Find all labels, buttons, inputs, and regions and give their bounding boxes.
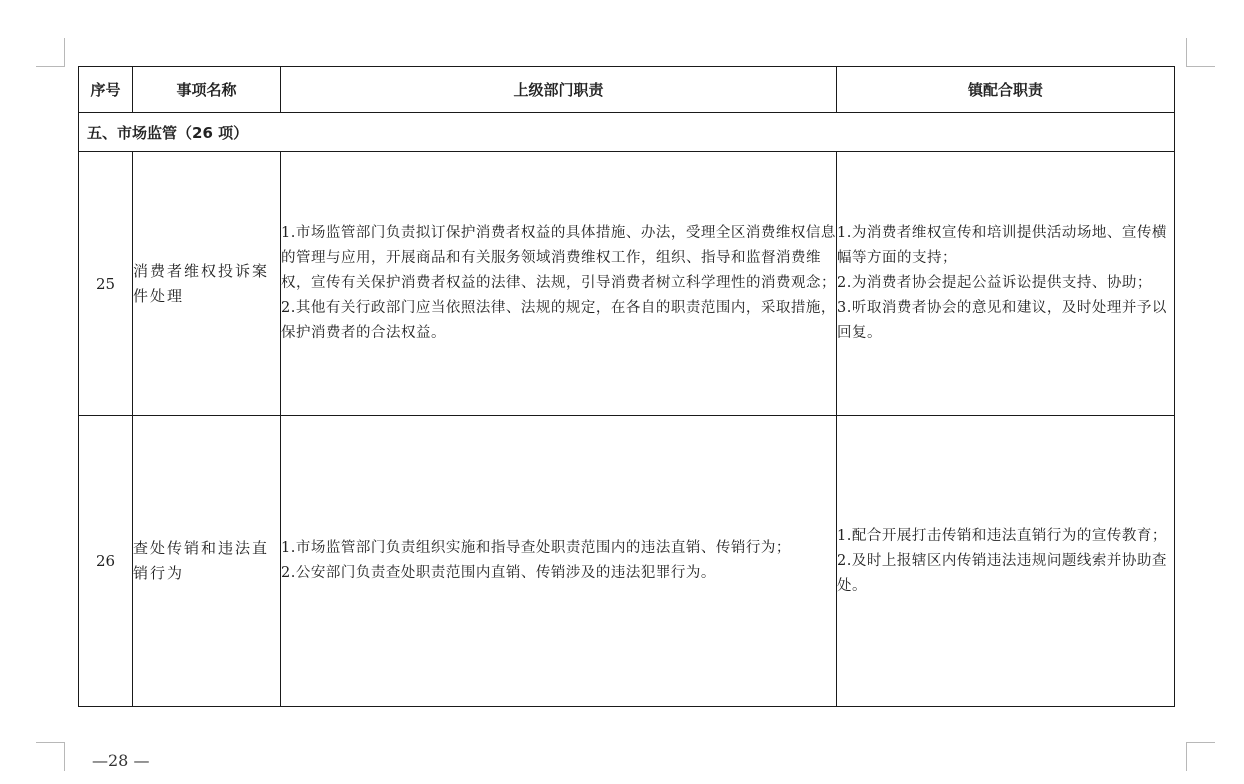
- upper-duty-item: 1.市场监管部门负责拟订保护消费者权益的具体措施、办法，受理全区消费维权信息的管理与应用，开展商品和有关服务领域消费维权工作，组织、指导和监督消费维权，宣传有关保护消费者权益的法律、法规，引导消费者树立科学理性的消费观念；: [281, 225, 836, 291]
- table-row: [79, 416, 1175, 707]
- row-town-duty: [837, 416, 1175, 707]
- header-upper-duty: 上级部门职责: [281, 67, 837, 113]
- row-item-name: 消费者维权投诉案件处理: [133, 152, 281, 416]
- page-number: —28 —: [92, 751, 150, 770]
- town-duty-item: 1.配合开展打击传销和违法直销行为的宣传教育；: [837, 527, 1167, 544]
- section-row: [79, 113, 1175, 152]
- crop-mark-top-right: [1186, 38, 1215, 67]
- header-item-name: 事项名称: [133, 67, 281, 113]
- row-num: 25: [79, 152, 133, 416]
- section-title: 五、市场监管（26 项）: [79, 113, 1175, 152]
- header-town-duty: 镇配合职责: [837, 67, 1175, 113]
- duty-table: [78, 66, 1175, 707]
- upper-duty-item: 1.市场监管部门负责组织实施和指导查处职责范围内的违法直销、传销行为；: [281, 540, 791, 556]
- town-duty-item: 2.及时上报辖区内传销违法违规问题线索并协助查处。: [837, 552, 1167, 594]
- upper-duty-item: 2.公安部门负责查处职责范围内直销、传销涉及的违法犯罪行为。: [281, 565, 716, 581]
- town-duty-item: 2.为消费者协会提起公益诉讼提供支持、协助；: [837, 275, 1152, 291]
- upper-duty-item: 2.其他有关行政部门应当依照法律、法规的规定，在各自的职责范围内，采取措施，保护消费者的合法权益。: [281, 300, 836, 341]
- table-row: [79, 152, 1175, 416]
- row-upper-duty: [281, 416, 837, 707]
- crop-mark-top-left: [36, 38, 65, 67]
- row-upper-duty: [281, 152, 837, 416]
- header-row: [79, 67, 1175, 113]
- row-town-duty: [837, 152, 1175, 416]
- row-item-name: 查处传销和违法直销行为: [133, 416, 281, 707]
- town-duty-item: 3.听取消费者协会的意见和建议，及时处理并予以回复。: [837, 300, 1167, 341]
- town-duty-item: 1.为消费者维权宣传和培训提供活动场地、宣传横幅等方面的支持；: [837, 225, 1167, 266]
- row-num: 26: [79, 416, 133, 707]
- header-num: 序号: [79, 67, 133, 113]
- crop-mark-bottom-left: [36, 742, 65, 771]
- crop-mark-bottom-right: [1186, 742, 1215, 771]
